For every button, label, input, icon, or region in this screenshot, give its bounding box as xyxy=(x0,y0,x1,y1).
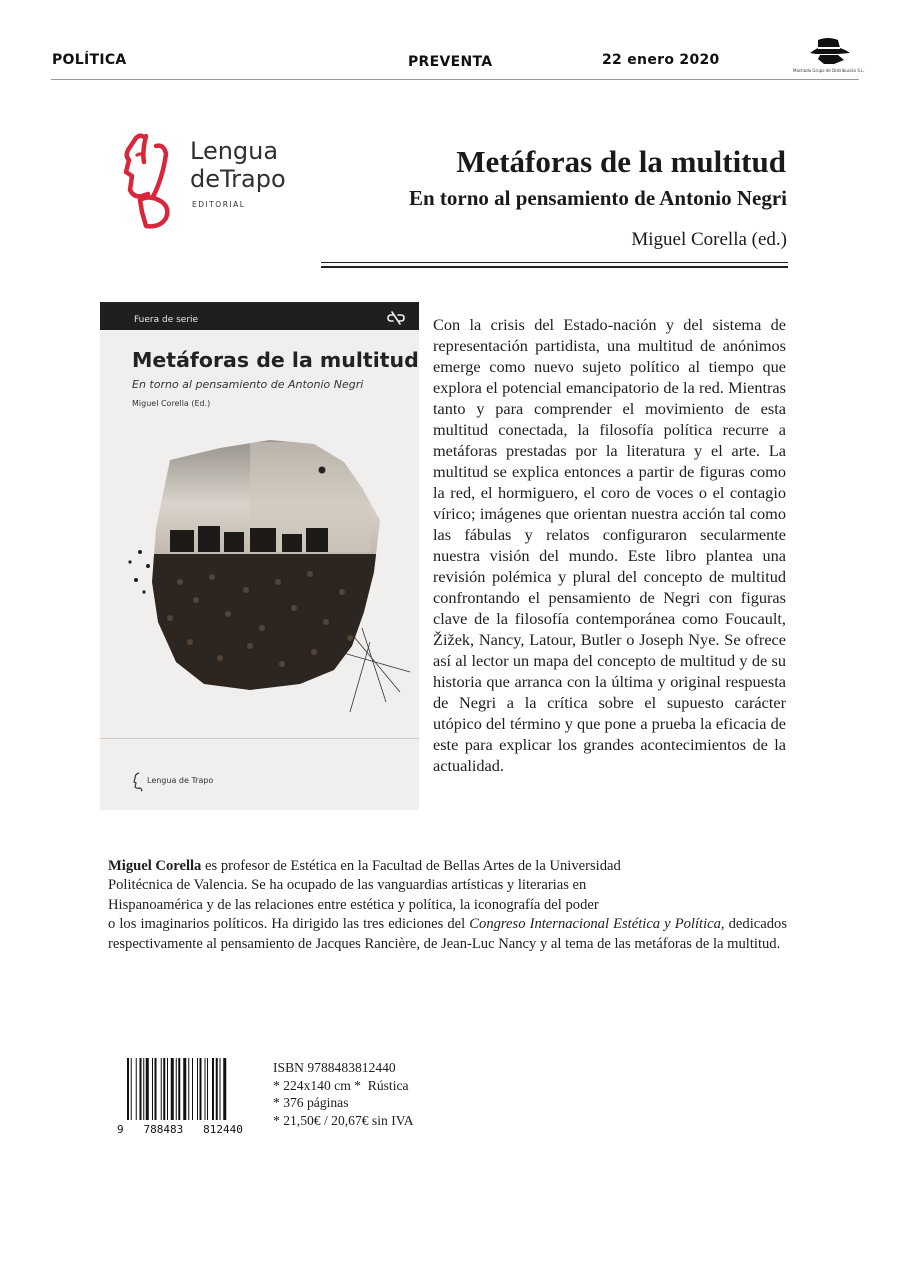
price-info: * 21,50€ / 20,67€ sin IVA xyxy=(273,1112,414,1128)
barcode-bar xyxy=(192,1058,193,1120)
format-info: * 224x140 cm * Rústica xyxy=(273,1077,409,1093)
book-subtitle: En torno al pensamiento de Antonio Negri xyxy=(408,186,787,210)
barcode-bar xyxy=(212,1058,214,1120)
publisher-name-line1: Lengua xyxy=(190,137,279,165)
lengua-de-trapo-face-icon xyxy=(120,132,180,234)
barcode-bar xyxy=(131,1058,132,1120)
publisher-name-line2: deTrapo xyxy=(190,165,286,193)
barcode-bar xyxy=(127,1058,129,1120)
title-rule-thin xyxy=(321,262,788,263)
barcode-digits: 9 788483 812440 xyxy=(117,1123,243,1135)
barcode-bar xyxy=(167,1058,168,1120)
barcode-bar xyxy=(183,1058,186,1120)
barcode-bar xyxy=(220,1058,221,1120)
barcode-bar xyxy=(140,1058,142,1120)
cover-title: Metáforas de la multitud xyxy=(132,348,419,372)
cover-publisher-icon xyxy=(133,772,144,792)
barcode-bar xyxy=(207,1058,208,1120)
page-count: * 376 páginas xyxy=(273,1095,349,1110)
barcode-bar xyxy=(155,1058,157,1120)
congress-name: Congreso Internacional Estética y Política xyxy=(469,916,721,933)
barcode-bar xyxy=(171,1058,174,1120)
release-date: 22 enero 2020 xyxy=(602,52,720,68)
bio-line: o los imaginarios políticos. Ha dirigido las tres ediciones del xyxy=(108,916,470,933)
synopsis-text: Con la crisis del Estado-nación y del sistema de representación partidista, una multitud de anónimos emerge como nuevo sujeto político al tiempo que explora el potencial emancipatorio de la red. Mientras tanto y para comprender el movimiento de esta multitud conectada, la filosofía política recurre a metáforas prestadas por la literatura y el arte. La multitud se explica entonces a partir de figuras como la red, el hormiguero, el coro de voces o el contagio vírico; imágenes que orientan nuestra acción tal como las fábulas y relatos configuraron secularmente nuestra visión del mundo. Este libro plantea una revisión polémica y plural del concepto de multitud confrontando el pensamiento de Negri con figuras clave de la filosofía contemporánea como Foucault, Žižek, Nancy, Latour, Butler o Joseph Nye. Se ofrece así al lector un mapa del concepto de multitud y de su historia que arranca con la última y original respuesta de Negri a la crítica sobre el supuesto carácter utópico del término y que pone a prueba la eficacia de este para explicar los grandes acontecimientos de la actualidad. xyxy=(433,315,786,775)
header-divider xyxy=(51,79,859,80)
publisher-subtitle: EDITORIAL xyxy=(192,200,246,209)
barcode-bar xyxy=(216,1058,218,1120)
link-break-icon xyxy=(387,311,405,325)
barcode-bar xyxy=(146,1058,149,1120)
section-category: POLÍTICA xyxy=(52,52,127,68)
barcode-bar xyxy=(152,1058,153,1120)
barcode-bar xyxy=(188,1058,189,1120)
bio-line: es profesor de Estética en la Facultad de Bellas Artes de la Universidad xyxy=(201,858,621,874)
barcode-bar xyxy=(176,1058,177,1120)
cover-series-label: Fuera de serie xyxy=(134,315,199,325)
barcode-bar xyxy=(163,1058,165,1120)
cover-subtitle: En torno al pensamiento de Antonio Negri xyxy=(132,378,364,391)
cover-publisher: Lengua de Trapo xyxy=(147,776,214,785)
distributor-name: Machado Grupo de Distribución S.L. xyxy=(793,68,865,73)
barcode-bar xyxy=(197,1058,198,1120)
barcode-bar xyxy=(161,1058,162,1120)
bio-line: Politécnica de Valencia. Se ha ocupado de las vanguardias artísticas y literarias en xyxy=(108,877,587,894)
barcode-bar xyxy=(178,1058,180,1120)
book-cover xyxy=(100,302,419,810)
bio-line: Hispanoamérica y de las relaciones entre estética y política, la iconografía del poder xyxy=(108,896,599,913)
isbn-number: ISBN 9788483812440 xyxy=(273,1060,396,1075)
barcode-bar xyxy=(200,1058,202,1120)
barcode-bar xyxy=(136,1058,137,1120)
cover-illustration xyxy=(100,432,419,742)
barcode-bar xyxy=(143,1058,144,1120)
title-rule-thick xyxy=(321,266,788,268)
isbn-barcode xyxy=(117,1056,256,1135)
cover-footer-rule xyxy=(100,738,419,739)
book-title: Metáforas de la multitud xyxy=(456,144,786,179)
barcode-bar xyxy=(223,1058,226,1120)
author-bio xyxy=(108,857,787,954)
bio-author-name: Miguel Corella xyxy=(108,858,202,874)
presale-label: PREVENTA xyxy=(408,54,493,70)
book-specs xyxy=(273,1059,414,1129)
barcode-bar xyxy=(205,1058,206,1120)
bio-line: , dedicados respectivamente al pensamiento de Jacques Rancière, de Jean-Luc Nancy y al tema de las metáforas de la multitud. xyxy=(108,916,787,952)
cover-author: Miguel Corella (Ed.) xyxy=(132,399,211,408)
book-author: Miguel Corella (ed.) xyxy=(631,229,787,250)
